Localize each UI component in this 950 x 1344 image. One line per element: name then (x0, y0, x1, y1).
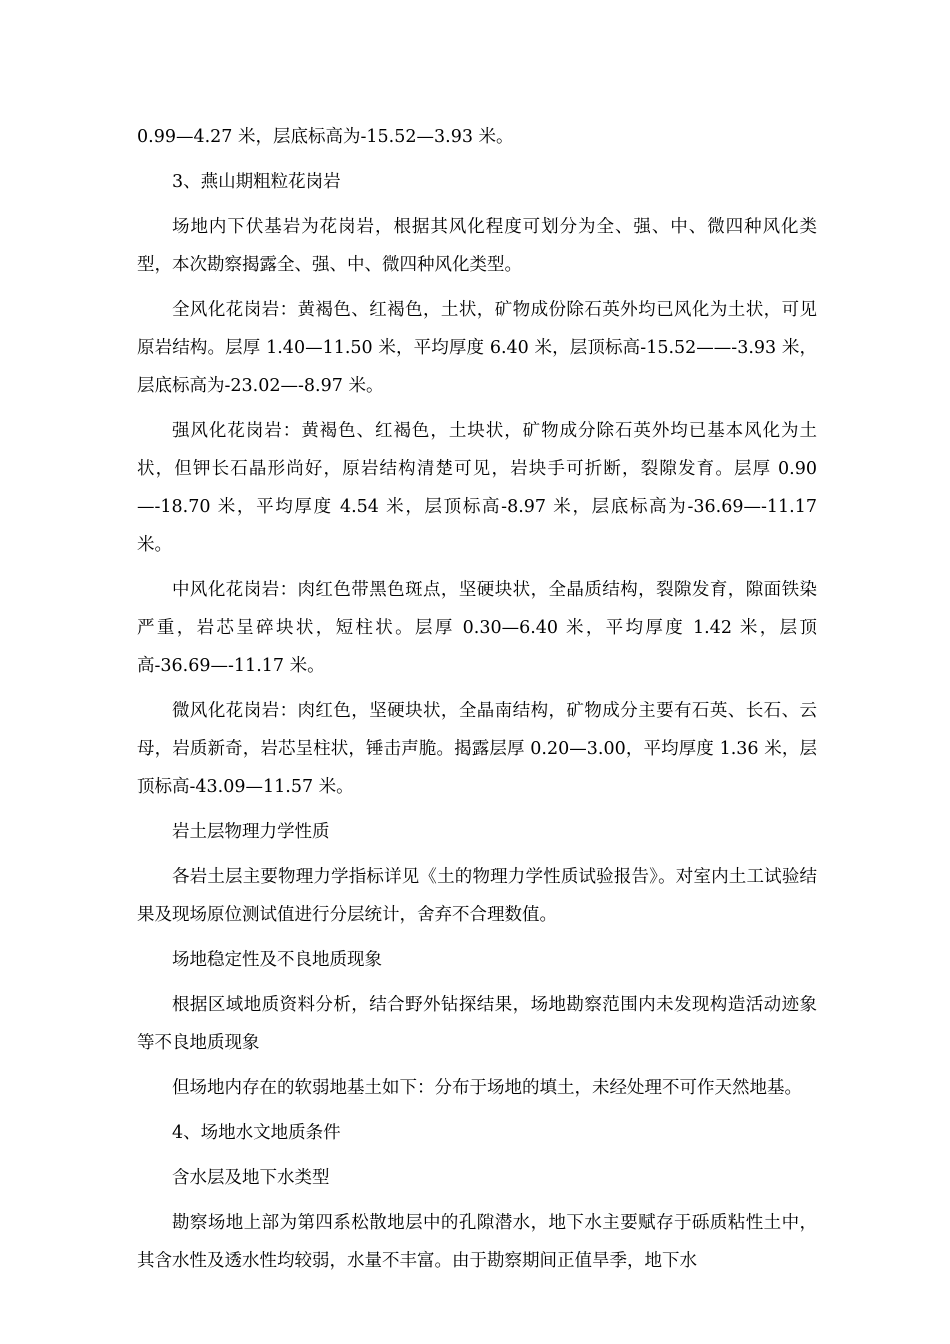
subheading-aquifer: 含水层及地下水类型 (172, 1168, 330, 1188)
paragraph-moderately-weathered: 中风化花岗岩：肉红色带黑色斑点，坚硬块状，全晶质结构，裂隙发育，隙面铁染严重，岩芯呈碎块状，短柱状。层厚 0.30—6.40 米，平均厚度 1.42 米，层顶高-36.69—-11.17 米。 (137, 580, 817, 676)
document-page (137, 118, 817, 1287)
paragraph-physical-properties: 各岩土层主要物理力学指标详见《土的物理力学性质试验报告》。对室内土工试验结果及现场原位测试值进行分层统计，舍弃不合理数值。 (137, 867, 817, 925)
paragraph-continuation: 0.99—4.27 米，层底标高为-15.52—3.93 米。 (137, 127, 514, 147)
subheading-physical-properties: 岩土层物理力学性质 (172, 822, 330, 842)
section-heading-hydrogeology: 4、场地水文地质条件 (172, 1123, 341, 1143)
paragraph-fully-weathered: 全风化花岗岩：黄褐色、红褐色，土状，矿物成份除石英外均已风化为土状，可见原岩结构。层厚 1.40—11.50 米，平均厚度 6.40 米，层顶标高-15.52——-3.93 米，层底标高为-23.02—-8.97 米。 (137, 300, 817, 396)
paragraph-aquifer: 勘察场地上部为第四系松散地层中的孔隙潜水，地下水主要赋存于砾质粘性土中，其含水性及透水性均较弱，水量不丰富。由于勘察期间正值旱季，地下水 (137, 1213, 817, 1271)
paragraph-slightly-weathered: 微风化花岗岩：肉红色，坚硬块状，全晶南结构，矿物成分主要有石英、长石、云母，岩质新奇，岩芯呈柱状，锤击声脆。揭露层厚 0.20—3.00，平均厚度 1.36 米，层顶标高-43.09—11.57 米。 (137, 701, 817, 797)
paragraph-site-stability: 根据区域地质资料分析，结合野外钻探结果，场地勘察范围内未发现构造活动迹象等不良地质现象 (137, 995, 817, 1053)
section-heading-granite: 3、燕山期粗粒花岗岩 (172, 172, 341, 192)
paragraph-bedrock-intro: 场地内下伏基岩为花岗岩，根据其风化程度可划分为全、强、中、微四种风化类型，本次勘察揭露全、强、中、微四种风化类型。 (137, 217, 817, 275)
paragraph-strongly-weathered: 强风化花岗岩：黄褐色、红褐色，土块状，矿物成分除石英外均已基本风化为土状，但钾长石晶形尚好，原岩结构清楚可见，岩块手可折断，裂隙发育。层厚 0.90—-18.70 米，平均厚度 4.54 米，层顶标高-8.97 米，层底标高为-36.69—-11.17 米。 (137, 421, 817, 555)
subheading-site-stability: 场地稳定性及不良地质现象 (172, 950, 382, 970)
paragraph-soft-soil: 但场地内存在的软弱地基土如下：分布于场地的填土，未经处理不可作天然地基。 (172, 1078, 802, 1098)
